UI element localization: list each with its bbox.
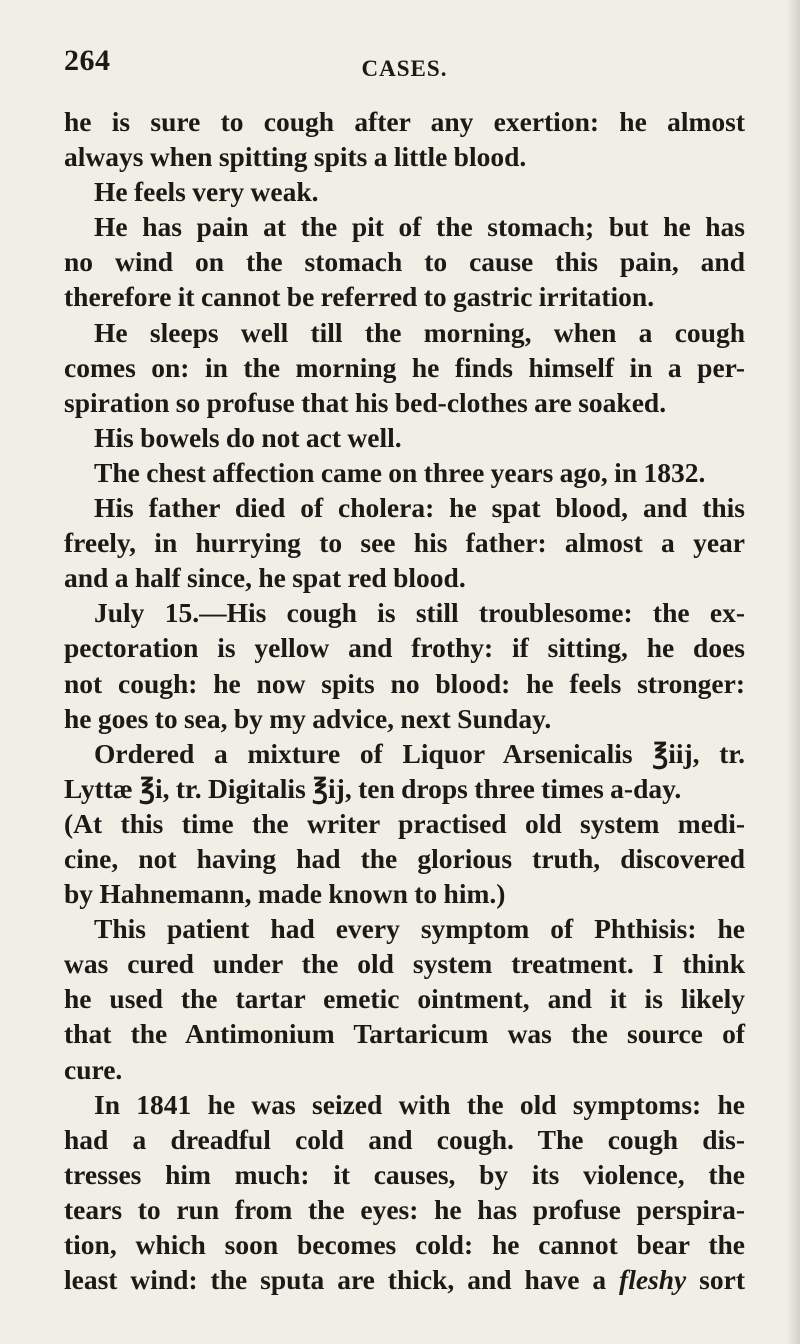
text-segment: sort (686, 1264, 745, 1296)
text-line: In 1841 he was seized with the old symptoms: he (94, 1088, 745, 1120)
text-line: spiration so profuse that his bed-clothes are soaked. (64, 386, 667, 418)
text-line: comes on: in the morning he finds himself in a per- (64, 351, 745, 383)
text-line: that the Antimonium Tartaricum was the source of (64, 1018, 745, 1050)
text-line: and a half since, he spat red blood. (64, 562, 466, 594)
text-line: no wind on the stomach to cause this pain, and (64, 246, 745, 278)
text-line: always when spitting spits a little blood. (64, 141, 527, 173)
page-header (64, 0, 745, 104)
text-line: he goes to sea, by my advice, next Sunday. (64, 702, 552, 734)
running-head: CASES. (361, 56, 448, 81)
text-line: (At this time the writer practised old system medi- (64, 807, 745, 839)
text-line: The chest affection came on three years ago, in 1832. (94, 456, 706, 488)
text-line-final (64, 1262, 745, 1297)
text-line: tion, which soon becomes cold: he cannot bear the (64, 1229, 745, 1260)
text-line: tresses him much: it causes, by its violence, the (64, 1158, 745, 1190)
text-line: He has pain at the pit of the stomach; but he has (94, 211, 745, 243)
text-line: freely, in hurrying to see his father: almost a year (64, 527, 745, 559)
body-text (64, 104, 745, 1297)
text-line: Ordered a mixture of Liquor Arsenicalis ℥iij, tr. (94, 737, 745, 769)
text-line: by Hahnemann, made known to him.) (64, 878, 506, 910)
text-line: He feels very weak. (94, 176, 319, 208)
italic-word: fleshy (619, 1264, 687, 1296)
text-line: His bowels do not act well. (94, 421, 402, 453)
text-line: therefore it cannot be referred to gastric irritation. (64, 281, 655, 313)
text-line: he is sure to cough after any exertion: he almost (64, 106, 745, 137)
text-line: not cough: he now spits no blood: he feels stronger: (64, 667, 745, 699)
text-line: He sleeps well till the morning, when a cough (94, 316, 745, 348)
page-number: 264 (64, 44, 111, 77)
text-line: cine, not having had the glorious truth, discovered (64, 842, 745, 874)
text-line: This patient had every symptom of Phthisis: he (94, 913, 745, 945)
text-line: His father died of cholera: he spat blood, and this (94, 492, 745, 524)
text-line: Lyttæ ℥i, tr. Digitalis ℥ij, ten drops three times a-day. (64, 772, 682, 804)
text-line: had a dreadful cold and cough. The cough dis- (64, 1123, 745, 1155)
text-line: he used the tartar emetic ointment, and it is likely (64, 983, 745, 1015)
text-line: was cured under the old system treatment. I think (64, 948, 745, 980)
text-line: cure. (64, 1053, 123, 1085)
text-segment: least wind: the sputa are thick, and have a (64, 1264, 620, 1296)
text-line: tears to run from the eyes: he has profuse perspira- (64, 1193, 745, 1225)
text-line: July 15.—His cough is still troublesome: the ex- (94, 597, 745, 629)
text-line: pectoration is yellow and frothy: if sitting, he does (64, 632, 745, 664)
